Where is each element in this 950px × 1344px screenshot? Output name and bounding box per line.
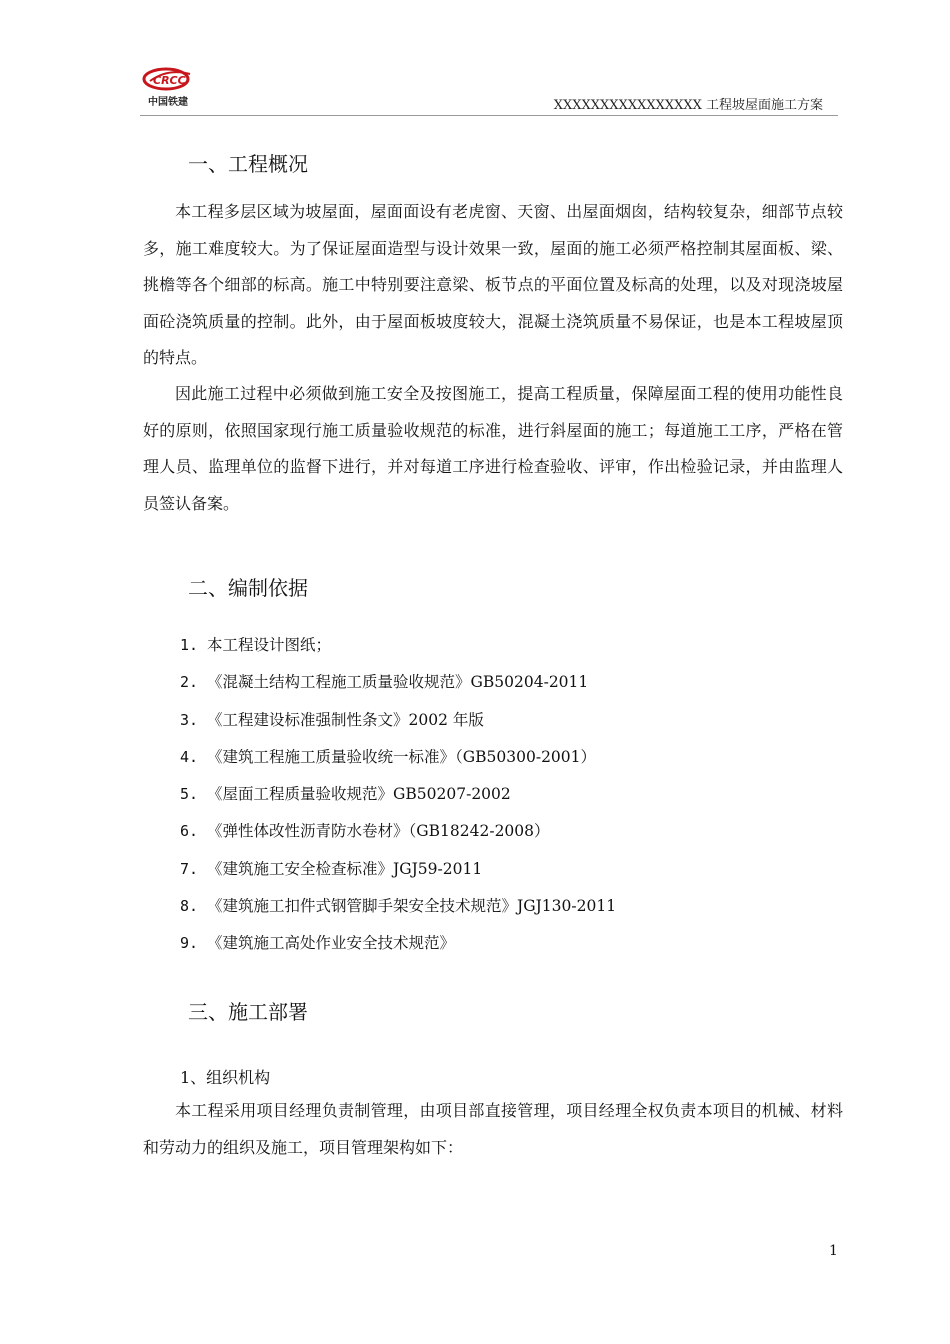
document-header-title: XXXXXXXXXXXXXXXX 工程坡屋面施工方案 — [553, 98, 823, 113]
section-heading-basis: 二、编制依据 — [188, 576, 308, 600]
company-logo — [140, 66, 196, 108]
subheading-organization: 1、组织机构 — [180, 1068, 271, 1087]
list-item: 1. 本工程设计图纸； — [180, 636, 332, 654]
logo-text: 中国铁建 — [148, 97, 188, 108]
section-heading-deployment: 三、施工部署 — [188, 1000, 308, 1024]
list-item: 4. 《建筑工程施工质量验收统一标准》（GB50300-2001） — [180, 747, 597, 766]
list-item: 9. 《建筑施工高处作业安全技术规范》 — [180, 934, 456, 953]
reference-list — [180, 633, 616, 969]
list-item: 6. 《弹性体改性沥青防水卷材》（GB18242-2008） — [180, 822, 550, 841]
paragraph-organization: 本工程采用项目经理负责制管理，由项目部直接管理，项目经理全权负责本项目的机械、材料和劳动力的组织及施工，项目管理架构如下： — [143, 1101, 843, 1157]
crcc-logo-icon — [140, 66, 196, 94]
svg-text:CRCC: CRCC — [153, 74, 186, 87]
page-number: 1 — [829, 1243, 838, 1259]
paragraph-overview-1: 本工程多层区域为坡屋面，屋面面设有老虎窗、天窗、出屋面烟囱，结构较复杂，细部节点较多，施工难度较大。为了保证屋面造型与设计效果一致，屋面的施工必须严格控制其屋面板、梁、挑檐等各个细部的标高。施工中特别要注意梁、板节点的平面位置及标高的处理，以及对现浇坡屋面砼浇筑质量的控制。此外，由于屋面板坡度较大，混凝土浇筑质量不易保证，也是本工程坡屋顶的特点。 — [143, 202, 843, 367]
list-item: 2. 《混凝土结构工程施工质量验收规范》GB50204-2011 — [180, 673, 589, 692]
list-item: 8. 《建筑施工扣件式钢管脚手架安全技术规范》JGJ130-2011 — [180, 897, 617, 916]
list-item: 5. 《屋面工程质量验收规范》GB50207-2002 — [180, 785, 511, 804]
header-divider — [140, 115, 838, 116]
section-heading-overview: 一、工程概况 — [188, 152, 308, 176]
list-item: 7. 《建筑施工安全检查标准》JGJ59-2011 — [180, 859, 483, 878]
list-item: 3. 《工程建设标准强制性条文》2002 年版 — [180, 710, 484, 729]
paragraph-overview-2: 因此施工过程中必须做到施工安全及按图施工，提高工程质量，保障屋面工程的使用功能性良好的原则，依照国家现行施工质量验收规范的标准，进行斜屋面的施工；每道施工工序，严格在管理人员、监理单位的监督下进行，并对每道工序进行检查验收、评审，作出检验记录，并由监理人员签认备案。 — [143, 384, 843, 513]
